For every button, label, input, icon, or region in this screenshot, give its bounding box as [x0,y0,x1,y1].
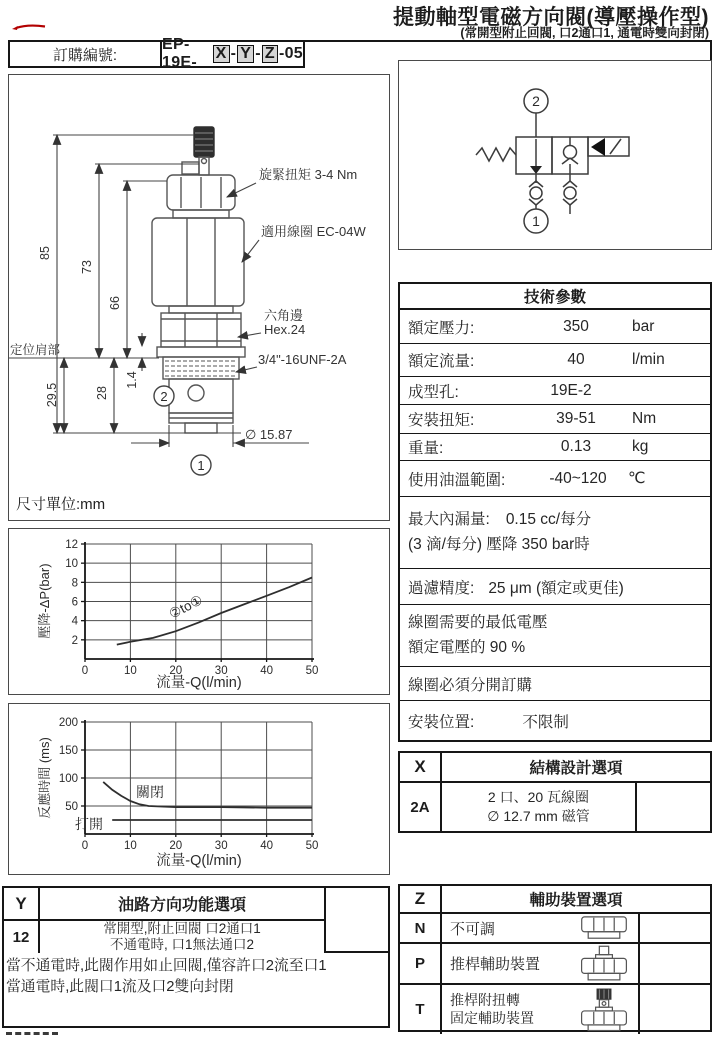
coil-label: 適用線圈 EC-04W [261,224,366,239]
svg-text:50: 50 [305,840,319,852]
svg-text:流量-Q(l/min): 流量-Q(l/min) [156,853,242,869]
dim-73: 73 [80,260,94,274]
option-y-empty-cell [326,888,388,953]
thread-label: 3/4"-16UNF-2A [258,352,347,367]
shoulder-label: 定位肩部 [10,343,61,357]
pressure-drop-chart-panel [8,528,390,695]
dim-85: 85 [38,246,52,260]
option-y-code: Y [4,888,40,919]
dim-28: 28 [95,386,109,400]
valve-dimension-drawing [9,75,388,519]
page-subtitle: (常開型附止回閥, 口2通口1, 通電時雙向封閉) [460,26,709,40]
svg-text:20: 20 [169,840,183,852]
footer-cutoff-marks [6,1032,58,1035]
svg-text:流量-Q(l/min): 流量-Q(l/min) [156,675,242,691]
svg-text:打開: 打開 [75,816,103,832]
spec-row-flow: 額定流量: 40 l/min [400,344,710,377]
spec-row-min-voltage: 線圈需要的最低電壓 額定電壓的 90 % [400,605,710,667]
specs-table [398,282,712,742]
option-x-title: 結構設計選項 [529,760,623,777]
svg-text:8: 8 [71,577,78,590]
option-z-title: 輔助裝置選項 [529,892,623,909]
spec-row-leakage: 最大內漏量: 0.15 cc/每分 (3 滴/每分) 壓降 350 bar時 [400,497,710,569]
hex-label: Hex.24 [264,322,306,337]
svg-text:30: 30 [214,665,228,677]
svg-text:40: 40 [260,840,273,852]
spec-row-temperature: 使用油溫範圍: -40~120 ℃ [400,461,710,497]
solenoid-symbol [591,138,605,156]
dimension-drawing-panel [8,74,390,521]
order-code-suffix: -05 [278,45,303,62]
port-2-balloon [154,386,174,406]
svg-text:20: 20 [169,665,183,677]
option-z-code: Z [400,886,442,912]
hex-cn-label: 六角邊 [264,308,304,323]
svg-text:1: 1 [197,458,205,473]
svg-text:2: 2 [71,634,78,647]
option-z-empty-cell-p [640,944,710,983]
order-code-prefix: EP-19E- [162,36,197,71]
hydraulic-schematic-panel [398,60,712,250]
svg-text:6: 6 [71,596,78,609]
red-pen-mark [8,22,48,34]
dim-1-4: 1.4 [125,371,139,389]
svg-text:0: 0 [81,665,89,677]
specs-header: 技術參數 [400,284,710,310]
order-number-label: 訂購編號: [52,46,118,64]
option-z-header-row [400,886,710,914]
option-x-row-2a: 2A 2 口、20 瓦線圈 ∅ 12.7 mm 磁管 [400,783,710,831]
dim-66: 66 [108,296,122,310]
svg-text:50: 50 [305,665,319,677]
option-z-row-t: T 推桿附扭轉 固定輔助裝置 [400,985,710,1034]
header-rule [303,40,712,42]
pressure-drop-chart [9,529,388,693]
svg-text:12: 12 [65,539,78,551]
svg-text:50: 50 [65,801,78,813]
svg-text:30: 30 [214,840,228,852]
order-code-y: Y [237,45,254,64]
svg-text:100: 100 [58,773,78,785]
option-x-code: X [400,753,442,781]
dim-29-5: 29.5 [45,382,59,408]
unit-note: 尺寸單位:mm [16,496,106,513]
svg-text:0: 0 [81,840,89,852]
svg-text:10: 10 [124,840,137,852]
knurled-knob-nut-icon [576,987,632,1033]
option-y-block: Y 油路方向功能選項 12 常開型,附止回閥 口2通口1 不通電時, 口1無法通口2 當不通電時,此閥作用如止回閥,僅容許口2流至口1 當通電時,此閥口1流及口2雙向封閉 [2,886,390,1028]
hex-nut-icon [576,915,632,941]
option-z-row-n: N 不可調 [400,914,710,944]
option-y-title: 油路方向功能選項 [117,897,246,915]
page-title: 提動軸型電磁方向閥(導壓操作型) [393,6,709,29]
svg-text:反應時間 (ms): 反應時間 (ms) [37,737,52,819]
svg-text:②to①: ②to① [166,592,205,622]
spec-row-cavity: 成型孔: 19E-2 [400,377,710,405]
schematic-port2: 2 [532,93,540,109]
svg-text:關閉: 關閉 [136,784,164,800]
option-y-note: 當不通電時,此閥作用如止回閥,僅容許口2流至口1 當通電時,此閥口1流及口2雙向封閉 [6,958,327,995]
option-z-empty-cell-n [640,914,710,942]
diameter-label: ∅ 15.87 [245,427,293,442]
header-rule-right [710,40,712,62]
svg-text:4: 4 [71,615,78,628]
option-x-table [398,751,712,833]
order-code-x: X [213,45,230,64]
spec-row-pressure: 額定壓力: 350 bar [400,310,710,344]
response-time-chart-panel [8,703,390,875]
response-time-chart [9,704,388,873]
hydraulic-symbol [399,61,710,248]
svg-text:2: 2 [160,389,168,404]
option-z-row-p: P 推桿輔助裝置 [400,944,710,985]
svg-text:10: 10 [124,665,137,677]
svg-text:40: 40 [260,665,273,677]
port-1-balloon [191,455,211,475]
svg-text:壓降-ΔP(bar): 壓降-ΔP(bar) [37,563,52,639]
order-code-z: Z [262,45,278,64]
push-rod-nut-icon [576,945,632,983]
torque-label: 旋緊扭矩 3-4 Nm [259,167,358,182]
spec-row-coil-order: 線圈必須分開訂購 [400,667,710,701]
spec-row-filtration: 過濾精度: 25 μm (額定或更佳) [400,569,710,605]
spec-row-mounting: 安裝位置: 不限制 [408,714,569,731]
svg-text:150: 150 [58,745,78,757]
spec-row-torque: 安裝扭矩: 39-51 Nm [400,405,710,434]
spec-row-weight: 重量: 0.13 kg [400,434,710,461]
svg-text:10: 10 [65,558,78,571]
order-number-box [8,36,305,71]
option-x-empty-cell [637,783,710,831]
option-z-table [398,884,712,1032]
svg-text:200: 200 [58,717,78,729]
option-x-header-row [400,753,710,783]
order-number-value: EP-19E- X - Y - Z -05 [162,36,303,71]
schematic-port1: 1 [532,213,540,229]
option-z-empty-cell-t [640,985,710,1034]
flow-arrow [530,166,542,174]
